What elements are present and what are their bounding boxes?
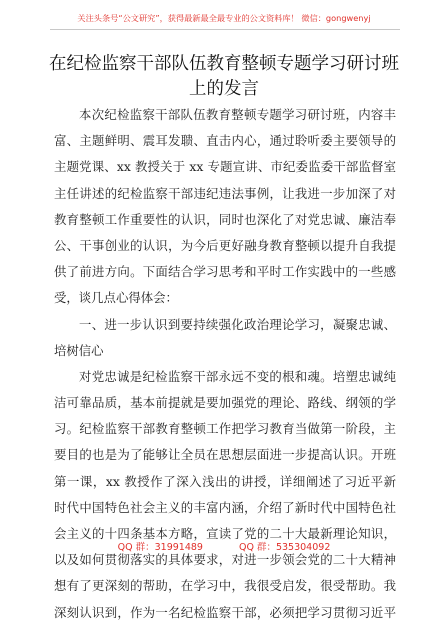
body-line: 深刻认识到，作为一名纪检监察干部，必须把学习贯彻习近平 <box>54 604 396 620</box>
document-title <box>40 52 408 102</box>
body-line: 习。纪检监察干部教育整顿工作把学习教育当做第一阶段，主 <box>54 421 396 437</box>
footer-qq-group-2: QQ 群：535304092 <box>238 542 331 553</box>
body-line: 对党忠诚是纪检监察干部永远不变的根和魂。培塑忠诚纯 <box>79 368 396 384</box>
body-line: 第一课，xx 教授作了深入浅出的讲授，详细阐述了习近平新 <box>54 473 396 489</box>
body-line: 教育整顿工作重要性的认识，同时也深化了对党忠诚、廉洁奉 <box>54 211 396 227</box>
body-line: 富、主题鲜明、震耳发聩、直击内心，通过聆听委主要领导的 <box>54 133 396 149</box>
body-line: 本次纪检监察干部队伍教育整顿专题学习研讨班，内容丰 <box>79 107 396 122</box>
footer-qq-group-1: QQ 群：31991489 <box>117 542 203 553</box>
section-heading-line: 培树信心 <box>54 342 104 358</box>
body-line: 主任讲述的纪检监察干部违纪违法事例，让我进一步加深了对 <box>54 185 396 201</box>
title-line-2: 上的发言 <box>189 79 259 99</box>
body-line: 主题党课、xx 教授关于 xx 专题宣讲、市纪委监委干部监督室 <box>54 159 396 175</box>
body-line: 会主义的十四条基本方略，宣读了党的二十大最新理论知识， <box>54 526 396 541</box>
header-divider <box>50 29 400 30</box>
body-line: 时代中国特色社会主义的丰富内涵，介绍了新时代中国特色社 <box>54 499 396 515</box>
body-line: 想有了更深刻的帮助，在学习中，我很受启发，很受帮助。我 <box>54 578 396 594</box>
header-promo-note: 关注头条号“公文研究”，获得最新最全最专业的公文资料库！ 微信：gongwenyj <box>77 13 371 23</box>
body-line: 受，谈几点心得体会： <box>54 290 178 306</box>
body-line: 供了前进方向。下面结合学习思考和平时工作实践中的一些感 <box>54 264 396 280</box>
section-heading-line: 一、进一步认识到要持续强化政治理论学习，凝聚忠诚、 <box>79 316 396 332</box>
body-line: 公、干事创业的认识，为今后更好融身教育整顿以提升自我提 <box>54 237 396 253</box>
footer-qq-groups <box>0 542 448 554</box>
body-line: 洁可靠品质，基本前提就是要加强党的理论、路线、纲领的学 <box>54 395 396 411</box>
body-line: 以及如何贯彻落实的具体要求，对进一步领会党的二十大精神 <box>54 552 396 568</box>
title-line-1: 在纪检监察干部队伍教育整顿专题学习研讨班 <box>49 54 399 74</box>
body-line: 要目的也是为了能够让全员在思想层面进一步提高认识。开班 <box>54 447 396 463</box>
